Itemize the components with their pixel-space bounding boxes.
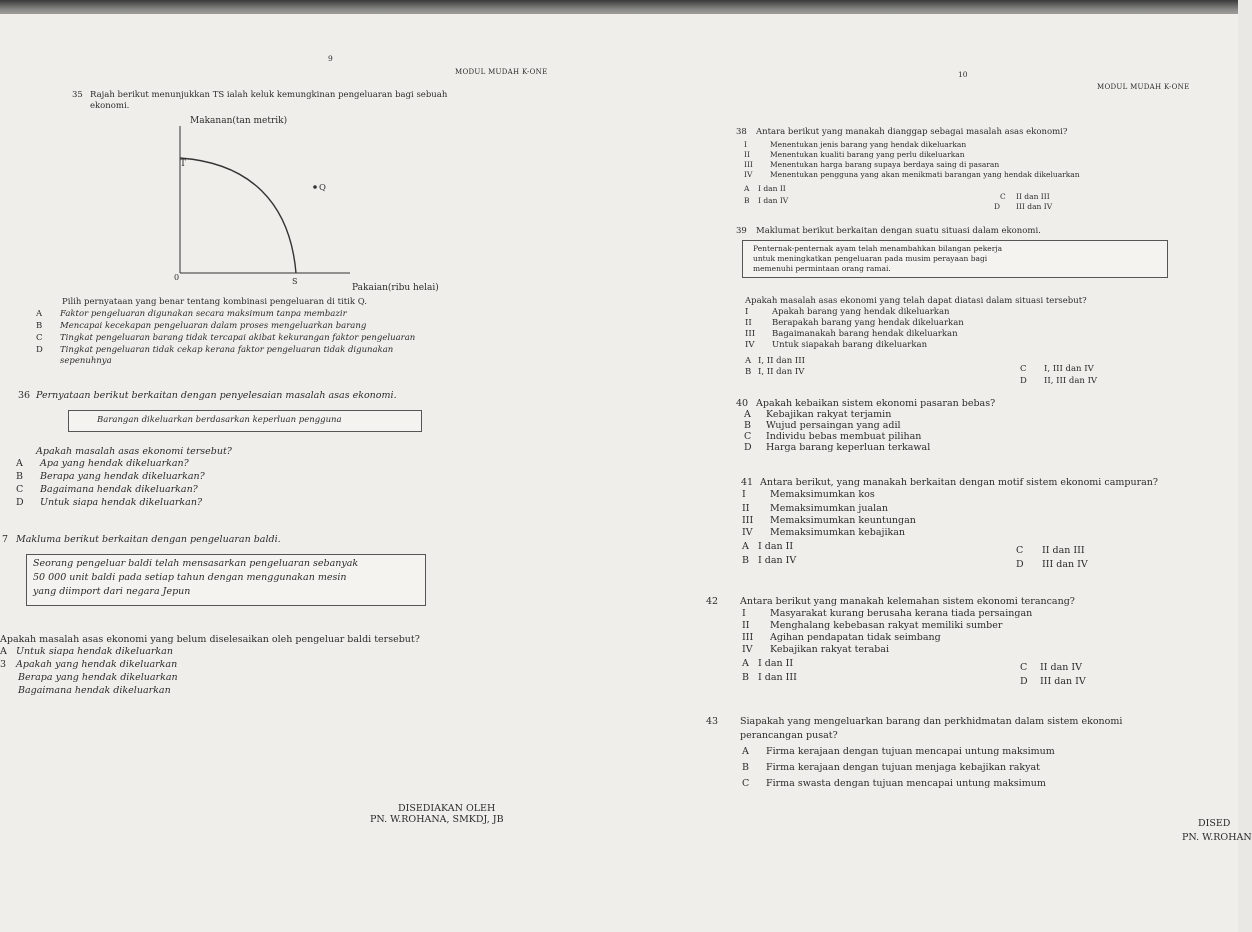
q40-option-a-letter: A — [744, 409, 751, 420]
ppc-q-label: Q — [319, 183, 326, 193]
ppc-xlabel: Pakaian(ribu helai) — [352, 283, 439, 293]
q35-prompt: Pilih pernyataan yang benar tentang kombinasi pengeluaran di titik Q. — [62, 297, 367, 307]
q38-answer-c: II dan III — [1016, 192, 1050, 201]
q38-answer-a-letter: A — [744, 184, 750, 193]
q39-stem: Maklumat berikut berkaitan dengan suatu situasi dalam ekonomi. — [756, 226, 1041, 236]
right-footer-line2: PN. W.ROHAN — [1182, 832, 1252, 843]
q39-item-2: Berapakah barang yang hendak dikeluarkan — [772, 318, 964, 328]
q41-number: 41 — [741, 477, 754, 488]
q38-item-2-num: II — [744, 150, 750, 159]
q39-answer-d: II, III dan IV — [1044, 376, 1098, 386]
q43-option-b: Firma kerajaan dengan tujuan menjaga kebajikan rakyat — [766, 762, 1040, 773]
q35-option-d: Tingkat pengeluaran tidak cekap kerana faktor pengeluaran tidak digunakan — [60, 345, 394, 355]
ppc-origin-label: 0 — [174, 273, 180, 282]
q40-option-c: Individu bebas membuat pilihan — [766, 431, 922, 442]
q42-item-1-num: I — [742, 608, 746, 619]
q35-option-c-letter: C — [36, 333, 43, 343]
q37-box-line3: yang diimport dari negara Jepun — [33, 586, 191, 597]
ppc-point-q — [313, 185, 317, 189]
q39-box — [742, 240, 1168, 278]
q42-answer-d-letter: D — [1020, 676, 1028, 687]
q38-item-3: Menentukan harga barang supaya berdaya saing di pasaran — [770, 160, 1000, 169]
q43-option-a: Firma kerajaan dengan tujuan mencapai untung maksimum — [766, 746, 1055, 757]
q39-answer-a-letter: A — [745, 356, 752, 366]
q35-stem-line1: Rajah berikut menunjukkan TS ialah keluk kemungkinan pengeluaran bagi sebuah — [90, 90, 448, 100]
q36-option-b: Berapa yang hendak dikeluarkan? — [40, 471, 205, 482]
q41-item-4: Memaksimumkan kebajikan — [770, 527, 906, 538]
q39-box-line3: memenuhi permintaan orang ramai. — [753, 264, 891, 273]
q43-option-c-letter: C — [742, 778, 750, 789]
q42-item-2-num: II — [742, 620, 750, 631]
q42-stem: Antara berikut yang manakah kelemahan sistem ekonomi terancang? — [740, 596, 1075, 607]
q37-option-b: Apakah yang hendak dikeluarkan — [16, 659, 178, 670]
q40-option-a: Kebajikan rakyat terjamin — [766, 409, 892, 420]
q39-item-1: Apakah barang yang hendak dikeluarkan — [772, 307, 950, 317]
ppc-t-label: T — [180, 159, 187, 169]
q37-option-b-letter: 3 — [0, 659, 7, 670]
q38-answer-b: I dan IV — [758, 196, 789, 205]
q41-stem: Antara berikut, yang manakah berkaitan dengan motif sistem ekonomi campuran? — [760, 477, 1158, 488]
q40-option-d-letter: D — [744, 442, 752, 453]
q38-answer-b-letter: B — [744, 196, 750, 205]
left-page-header: MODUL MUDAH K-ONE — [455, 68, 548, 76]
q36-prompt: Apakah masalah asas ekonomi tersebut? — [36, 446, 232, 457]
q39-number: 39 — [736, 226, 747, 236]
q40-option-d: Harga barang keperluan terkawal — [766, 442, 931, 453]
left-footer-line1: DISEDIAKAN OLEH — [398, 803, 496, 814]
q35-number: 35 — [72, 90, 83, 100]
q37-option-c: Berapa yang hendak dikeluarkan — [18, 672, 178, 683]
q43-option-a-letter: A — [742, 746, 749, 757]
q37-option-d: Bagaimana hendak dikeluarkan — [18, 685, 171, 696]
q39-prompt: Apakah masalah asas ekonomi yang telah dapat diatasi dalam situasi tersebut? — [745, 296, 1087, 306]
q42-answer-d: III dan IV — [1040, 676, 1086, 687]
q39-box-line2: untuk meningkatkan pengeluaran pada musim perayaan bagi — [753, 254, 988, 263]
q42-item-4: Kebajikan rakyat terabai — [770, 644, 890, 655]
q38-answer-c-letter: C — [1000, 192, 1006, 201]
q36-box — [68, 410, 422, 432]
q37-box-line1: Seorang pengeluar baldi telah mensasarkan pengeluaran sebanyak — [33, 558, 359, 569]
q37-box-line2: 50 000 unit baldi pada setiap tahun dengan menggunakan mesin — [33, 572, 347, 583]
q41-answer-c: II dan III — [1042, 545, 1085, 556]
right-page-number: 10 — [958, 70, 968, 79]
q41-answer-a-letter: A — [742, 541, 749, 552]
q35-option-b-letter: B — [36, 321, 43, 331]
q36-number: 36 — [18, 390, 31, 401]
q41-item-1: Memaksimumkan kos — [770, 489, 875, 500]
q42-answer-b-letter: B — [742, 672, 749, 683]
q42-answer-c: II dan IV — [1040, 662, 1083, 673]
q41-answer-b: I dan IV — [758, 555, 797, 566]
q38-number: 38 — [736, 127, 747, 137]
q39-item-3-num: III — [745, 329, 756, 339]
q37-stem: Makluma berikut berkaitan dengan pengeluaran baldi. — [16, 534, 281, 545]
q35-option-c: Tingkat pengeluaran barang tidak tercapai akibat kekurangan faktor pengeluaran — [60, 333, 416, 343]
q41-answer-d-letter: D — [1016, 559, 1024, 570]
right-footer-line1: DISED — [1198, 818, 1231, 829]
q39-item-3: Bagaimanakah barang hendak dikeluarkan — [772, 329, 958, 339]
q42-answer-a-letter: A — [742, 658, 749, 669]
q37-option-a: Untuk siapa hendak dikeluarkan — [16, 646, 173, 657]
q42-number: 42 — [706, 596, 719, 607]
q42-item-3-num: III — [742, 632, 754, 643]
q38-item-3-num: III — [744, 160, 753, 169]
q35-option-d-letter: D — [36, 345, 43, 355]
q41-item-3-num: III — [742, 515, 754, 526]
q36-option-c-letter: C — [16, 484, 24, 495]
q36-option-a: Apa yang hendak dikeluarkan? — [40, 458, 189, 469]
q35-option-b: Mencapai kecekapan pengeluaran dalam proses mengeluarkan barang — [60, 321, 367, 331]
q41-item-1-num: I — [742, 489, 746, 500]
q37-prompt: Apakah masalah asas ekonomi yang belum diselesaikan oleh pengeluar baldi tersebut? — [0, 634, 420, 645]
q40-option-b-letter: B — [744, 420, 751, 431]
q38-stem: Antara berikut yang manakah dianggap sebagai masalah asas ekonomi? — [756, 127, 1068, 137]
q42-answer-b: I dan III — [758, 672, 797, 683]
left-page-number: 9 — [328, 54, 333, 63]
q43-stem-line1: Siapakah yang mengeluarkan barang dan perkhidmatan dalam sistem ekonomi — [740, 716, 1123, 727]
q37-box — [26, 554, 426, 606]
ppc-chart — [160, 108, 480, 298]
q41-answer-b-letter: B — [742, 555, 749, 566]
q42-item-4-num: IV — [742, 644, 753, 655]
q36-stem: Pernyataan berikut berkaitan dengan penyelesaian masalah asas ekonomi. — [36, 390, 397, 401]
q36-option-d: Untuk siapa hendak dikeluarkan? — [40, 497, 203, 508]
q41-answer-a: I dan II — [758, 541, 794, 552]
q41-item-4-num: IV — [742, 527, 753, 538]
q36-option-d-letter: D — [16, 497, 24, 508]
q38-answer-a: I dan II — [758, 184, 786, 193]
right-page-header: MODUL MUDAH K-ONE — [1097, 83, 1190, 91]
q42-item-3: Agihan pendapatan tidak seimbang — [770, 632, 941, 643]
q41-answer-c-letter: C — [1016, 545, 1024, 556]
q40-option-c-letter: C — [744, 431, 752, 442]
q36-option-b-letter: B — [16, 471, 23, 482]
q42-item-1: Masyarakat kurang berusaha kerana tiada persaingan — [770, 608, 1033, 619]
q36-option-a-letter: A — [16, 458, 23, 469]
q41-answer-d: III dan IV — [1042, 559, 1088, 570]
q35-stem-line2: ekonomi. — [90, 101, 130, 111]
q39-box-line1: Penternak-penternak ayam telah menambahkan bilangan pekerja — [753, 244, 1003, 253]
q40-option-b: Wujud persaingan yang adil — [766, 420, 901, 431]
q39-answer-c: I, III dan IV — [1044, 364, 1094, 374]
left-footer-line2: PN. W.ROHANA, SMKDJ, JB — [370, 814, 504, 825]
q41-item-2-num: II — [742, 503, 750, 514]
q41-item-3: Memaksimumkan keuntungan — [770, 515, 916, 526]
q40-number: 40 — [736, 398, 749, 409]
q38-answer-d-letter: D — [994, 202, 1001, 211]
q40-stem: Apakah kebaikan sistem ekonomi pasaran bebas? — [756, 398, 996, 409]
q43-number: 43 — [706, 716, 719, 727]
q39-item-4: Untuk siapakah barang dikeluarkan — [772, 340, 928, 350]
q39-answer-c-letter: C — [1020, 364, 1027, 374]
q39-item-4-num: IV — [745, 340, 755, 350]
q43-option-c: Firma swasta dengan tujuan mencapai untung maksimum — [766, 778, 1046, 789]
q38-item-2: Menentukan kualiti barang yang perlu dikeluarkan — [770, 150, 965, 159]
q36-option-c: Bagaimana hendak dikeluarkan? — [40, 484, 198, 495]
q39-answer-b: I, II dan IV — [758, 367, 805, 377]
q39-answer-a: I, II dan III — [758, 356, 805, 366]
q37-number: 7 — [2, 534, 9, 545]
q41-item-2: Memaksimumkan jualan — [770, 503, 888, 514]
q42-item-2: Menghalang kebebasan rakyat memiliki sumber — [770, 620, 1003, 631]
ppc-ylabel: Makanan(tan metrik) — [190, 116, 288, 126]
q42-answer-c-letter: C — [1020, 662, 1028, 673]
q38-item-4-num: IV — [744, 170, 753, 179]
ppc-curve — [180, 158, 296, 273]
q39-answer-b-letter: B — [745, 367, 752, 377]
ppc-s-label: S — [292, 277, 298, 286]
q35-option-a: Faktor pengeluaran digunakan secara maksimum tanpa membazir — [60, 309, 347, 319]
q38-item-4: Menentukan pengguna yang akan menikmati barangan yang hendak dikeluarkan — [770, 170, 1080, 179]
q42-answer-a: I dan II — [758, 658, 794, 669]
q39-item-1-num: I — [745, 307, 749, 317]
q38-answer-d: III dan IV — [1016, 202, 1053, 211]
q38-item-1-num: I — [744, 140, 747, 149]
q38-item-1: Menentukan jenis barang yang hendak dikeluarkan — [770, 140, 967, 149]
q35-option-a-letter: A — [36, 309, 43, 319]
q43-stem-line2: perancangan pusat? — [740, 730, 838, 741]
q37-option-a-letter: A — [0, 646, 7, 657]
q39-answer-d-letter: D — [1020, 376, 1027, 386]
q43-option-b-letter: B — [742, 762, 749, 773]
q36-box-text: Barangan dikeluarkan berdasarkan keperluan pengguna — [97, 415, 342, 425]
q39-item-2-num: II — [745, 318, 752, 328]
q35-option-d-cont: sepenuhnya — [60, 356, 112, 366]
